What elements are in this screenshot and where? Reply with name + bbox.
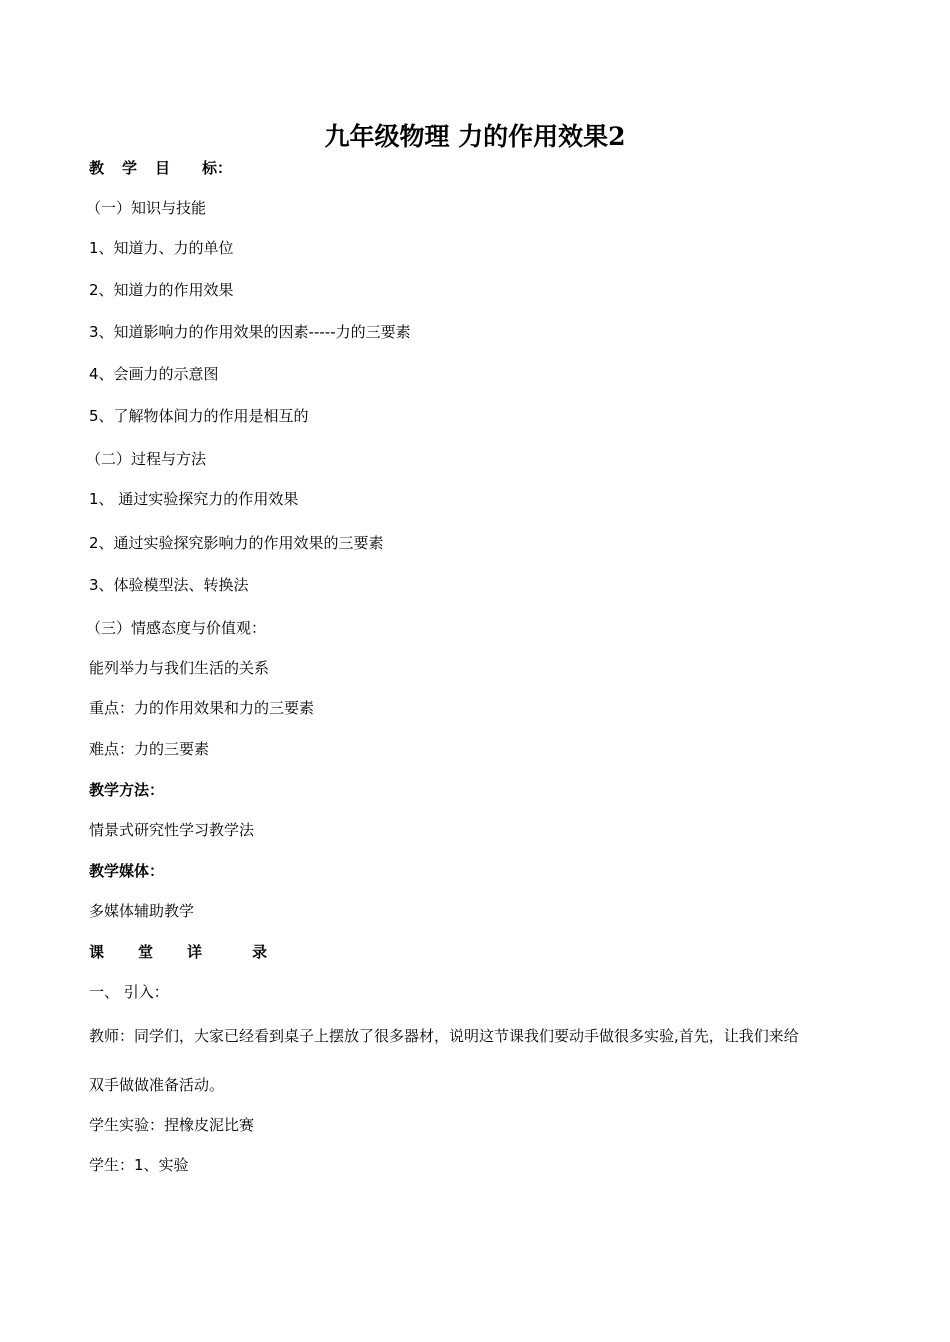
knowledge-item: 2、知道力的作用效果 bbox=[89, 281, 234, 299]
method-text: 情景式研究性学习教学法 bbox=[89, 821, 255, 839]
intro-heading: 一、 引入： bbox=[89, 983, 169, 1001]
process-item: 3、体验模型法、转换法 bbox=[89, 576, 249, 594]
knowledge-item: 5、了解物体间力的作用是相互的 bbox=[89, 407, 309, 425]
page-title: 九年级物理 力的作用效果2 bbox=[324, 122, 626, 151]
record-heading-char: 详 bbox=[187, 943, 203, 961]
record-heading-char: 课 bbox=[89, 943, 105, 961]
section-process-heading: （二）过程与方法 bbox=[86, 450, 207, 468]
knowledge-item: 3、知道影响力的作用效果的因素-----力的三要素 bbox=[89, 323, 411, 341]
section-knowledge-heading: （一）知识与技能 bbox=[86, 199, 207, 217]
student-line: 学生：1、实验 bbox=[89, 1156, 189, 1174]
process-item: 2、通过实验探究影响力的作用效果的三要素 bbox=[89, 534, 384, 552]
objectives-heading-char: 目 bbox=[155, 159, 171, 177]
record-heading bbox=[89, 942, 267, 962]
method-heading: 教学方法： bbox=[89, 781, 165, 799]
difficult-point: 难点：力的三要素 bbox=[89, 740, 210, 758]
emotion-text: 能列举力与我们生活的关系 bbox=[89, 659, 270, 677]
knowledge-item: 4、会画力的示意图 bbox=[89, 365, 219, 383]
media-heading: 教学媒体： bbox=[89, 862, 165, 880]
teacher-text-line: 教师：同学们，大家已经看到桌子上摆放了很多器材，说明这节课我们要动手做很多实验,首先，让我们来给 bbox=[89, 1027, 799, 1045]
objectives-heading-char: 教 bbox=[89, 159, 105, 177]
record-heading-char: 录 bbox=[252, 943, 268, 961]
objectives-heading-char: 学 bbox=[122, 159, 138, 177]
objectives-heading bbox=[89, 158, 232, 178]
objectives-heading-char: 标： bbox=[202, 159, 233, 177]
teacher-text-line: 双手做做准备活动。 bbox=[89, 1076, 225, 1094]
record-heading-char: 堂 bbox=[138, 943, 154, 961]
process-item: 1、 通过实验探究力的作用效果 bbox=[89, 490, 299, 508]
key-point: 重点：力的作用效果和力的三要素 bbox=[89, 699, 315, 717]
section-emotion-heading: （三）情感态度与价值观： bbox=[86, 619, 267, 637]
knowledge-item: 1、知道力、力的单位 bbox=[89, 239, 234, 257]
student-experiment: 学生实验：捏橡皮泥比赛 bbox=[89, 1116, 255, 1134]
media-text: 多媒体辅助教学 bbox=[89, 902, 195, 920]
